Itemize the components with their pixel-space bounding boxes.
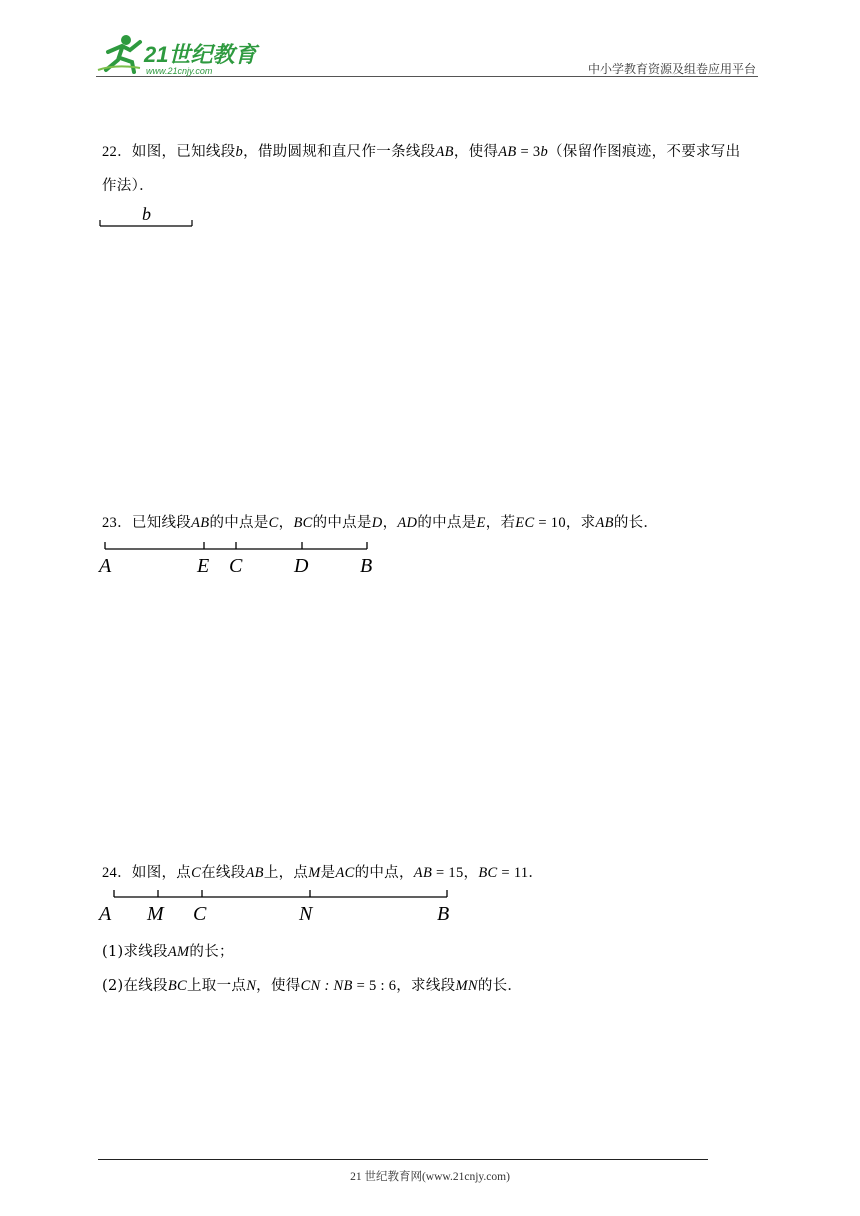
- q22-line1: 22．如图，已知线段b，借助圆规和直尺作一条线段AB，使得AB = 3b（保留作图痕迹，不要求写出: [102, 144, 741, 160]
- q23-line1: 23．已知线段AB的中点是C，BC的中点是D，AD的中点是E，若EC = 10，求AB的长．: [102, 515, 659, 531]
- q23-label-B: B: [360, 555, 373, 577]
- segment-b-label: b: [142, 204, 151, 224]
- footer-site-text: 21 世纪教育网(www.21cnjy.com): [350, 1171, 510, 1183]
- q24-label-C: C: [193, 903, 207, 925]
- svg-text:www.21cnjy.com: www.21cnjy.com: [146, 66, 213, 76]
- q24-label-A: A: [99, 903, 112, 925]
- svg-text:21世纪教育: 21世纪教育: [144, 42, 257, 67]
- footer-divider: [98, 1159, 708, 1160]
- site-logo: [96, 30, 266, 78]
- q23-label-D: D: [294, 555, 309, 577]
- q23-segment-figure: [96, 536, 396, 580]
- header-platform-text: 中小学教育资源及组卷应用平台: [587, 62, 756, 76]
- header-divider: [96, 76, 758, 77]
- q24-label-B: B: [437, 903, 450, 925]
- q23-label-C: C: [229, 555, 243, 577]
- q24-part2: (2)在线段BC上取一点N，使得CN : NB = 5 : 6，求线段MN的长．: [102, 978, 523, 994]
- q22-segment-figure: [96, 200, 206, 232]
- q24-segment-figure: [96, 884, 466, 926]
- q23-label-A: A: [99, 555, 112, 577]
- q22-line2: 作法）．: [102, 178, 154, 194]
- runner-logo-icon: [96, 30, 266, 78]
- q24-label-N: N: [299, 903, 313, 925]
- q24-part1: (1)求线段AM的长；: [102, 944, 234, 960]
- q24-label-M: M: [147, 903, 164, 925]
- q24-line1: 24．如图，点C在线段AB上，点M是AC的中点，AB = 15，BC = 11．: [102, 865, 544, 881]
- q23-label-E: E: [197, 555, 210, 577]
